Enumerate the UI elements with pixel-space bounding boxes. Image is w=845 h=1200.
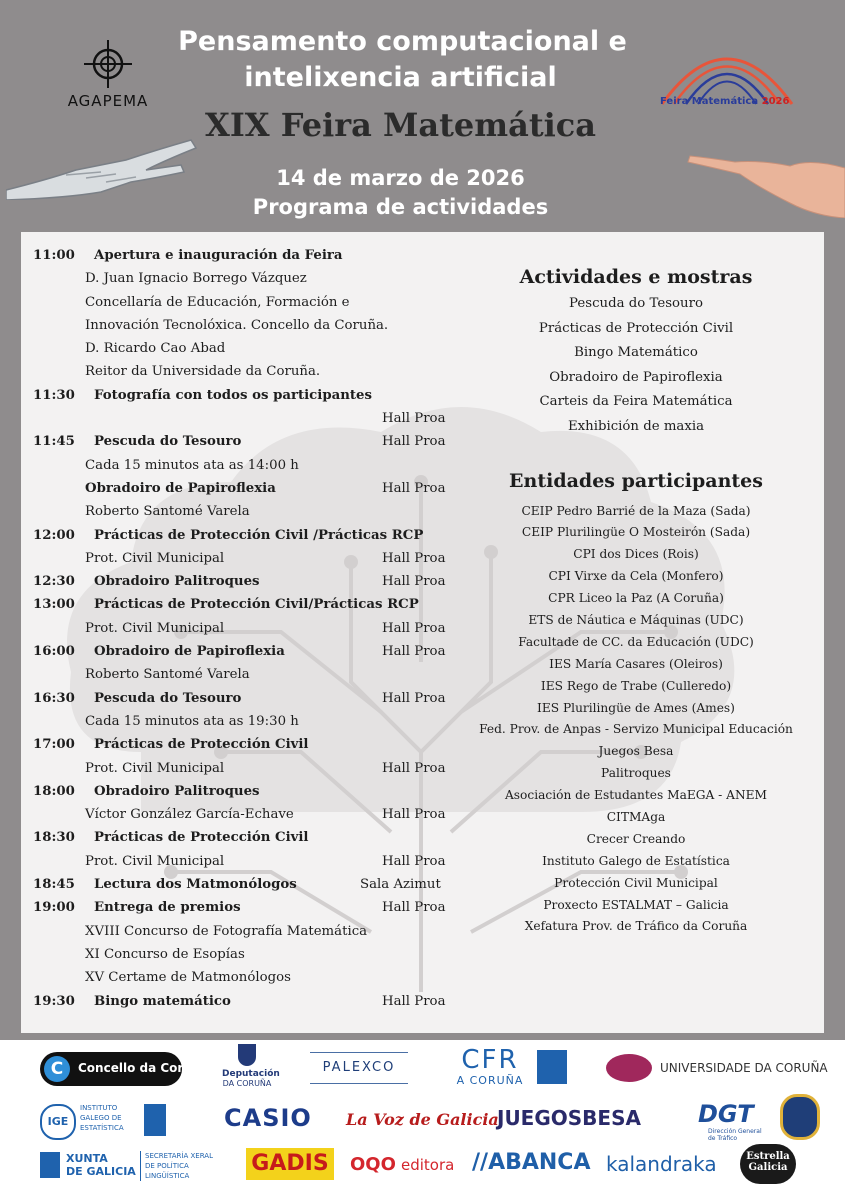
activities-list [466,296,806,444]
schedule-row [33,271,453,294]
schedule-title: Pescuda do Tesouro [94,434,242,450]
udc-star-icon [606,1054,652,1082]
schedule-title: Bingo matemático [94,993,231,1009]
activity-item: Carteis da Feira Matemática [539,394,733,410]
schedule-row [33,644,453,667]
schedule-place: Hall Proa [382,853,446,869]
event-title: XIX Feira Matemática [204,106,597,144]
schedule-detail: Prot. Civil Municipal [85,550,225,566]
schedule-time: 19:00 [33,900,75,916]
schedule-title: Apertura e inauguración da Feira [94,248,343,263]
schedule-time: 11:45 [33,434,75,450]
schedule-detail: Prot. Civil Municipal [85,760,225,776]
schedule-time: 18:00 [33,783,75,799]
schedule-row [33,458,453,481]
schedule-time: 16:30 [33,690,75,706]
schedule-place: Hall Proa [382,807,446,823]
palexco-logo: PALEXCO [310,1052,408,1084]
schedule-title: Obradoiro de Papiroflexia [94,644,285,660]
schedule-row [33,691,453,714]
schedule-place: Hall Proa [382,644,446,660]
ige-logo: IGE INSTITUTO GALEGO DE ESTATÍSTICA [40,1100,170,1140]
entity-item: CEIP Pedro Barrié de la Maza (Sada) [521,503,751,518]
schedule-row [33,318,453,341]
schedule-row [33,761,453,784]
schedule-detail: Cada 15 minutos ata as 19:30 h [85,713,299,729]
schedule-row [33,597,453,620]
voz-logo: La Voz de Galicia [346,1110,499,1129]
estrella-galicia-logo: Estrella Galicia [740,1144,796,1184]
entity-item: CPI Virxe da Cela (Monfero) [548,569,724,584]
event-date: 14 de marzo de 2026 [276,166,525,190]
schedule-row [33,947,453,970]
xunta-shield-icon [144,1104,166,1136]
schedule-title: Entrega de premios [94,900,241,916]
dgt-logo: DGT Dirección General de Tráfico [698,1100,762,1142]
abanca-logo: //ABANCA [472,1150,591,1175]
entity-item: Xefatura Prov. de Tráfico da Coruña [524,919,748,934]
entity-item: ETS de Náutica e Máquinas (UDC) [528,613,744,628]
schedule-time: 12:30 [33,574,75,590]
concello-c-icon: C [44,1056,70,1082]
activities-heading: Actividades e mostras [519,266,753,288]
entity-item: Palitroques [601,766,671,781]
entity-item: CPR Liceo la Paz (A Coruña) [548,591,724,606]
schedule-row [33,388,453,411]
schedule-title: Prácticas de Protección Civil [94,830,309,846]
schedule-detail: Innovación Tecnolóxica. Concello da Coruña. [85,317,389,333]
entities-heading: Entidades participantes [509,469,763,492]
schedule-place: Hall Proa [382,993,446,1009]
schedule-time: 11:30 [33,387,75,403]
schedule-title: Obradoiro Palitroques [94,783,260,799]
cfr-logo: CFR A CORUÑA [456,1045,524,1087]
schedule-title: Prácticas de Protección Civil /Prácticas RCP [94,527,424,543]
schedule-detail: XV Certame de Matmonólogos [85,970,291,986]
schedule-detail: Reitor da Universidade da Coruña. [85,364,321,380]
ige-circle-icon: IGE [40,1104,76,1140]
schedule-place: Hall Proa [382,411,446,427]
schedule-place: Hall Proa [382,620,446,636]
human-hand-icon [680,148,845,218]
content-panel [21,232,824,1033]
schedule-title: Obradoiro Palitroques [94,574,260,590]
schedule-place: Hall Proa [382,574,446,590]
sponsor-logos [0,1040,845,1200]
schedule-place: Hall Proa [382,480,446,496]
gadis-logo: GADIS [246,1148,334,1180]
schedule-detail: Roberto Santomé Varela [85,504,250,520]
proteccion-civil-icon [780,1094,820,1140]
entity-item: Proxecto ESTALMAT – Galicia [543,897,729,912]
entity-item: CEIP Plurilingüe O Mosteirón (Sada) [521,525,751,540]
entity-item: Facultade de CC. da Educación (UDC) [518,634,754,649]
schedule-row [33,807,453,830]
schedule-row [33,411,453,434]
schedule-row [33,667,453,690]
schedule-row [33,994,453,1017]
schedule-row [33,854,453,877]
schedule-title: Pescuda do Tesouro [94,690,242,706]
schedule-row [33,504,453,527]
schedule-place: Hall Proa [382,434,446,450]
xunta-flag-icon [537,1050,567,1084]
schedule-detail: Víctor González García-Echave [85,807,294,823]
xunta-flag-icon-2 [40,1152,60,1178]
title-line-1: Pensamento computacional e [178,26,627,57]
schedule-row [33,434,453,457]
schedule-row [33,924,453,947]
schedule-title: Fotografía con todos os participantes [94,387,372,403]
activity-item: Pescuda do Tesouro [569,296,703,311]
entity-item: CITMAga [606,810,666,825]
shield-icon [238,1044,256,1066]
robot-hand-icon [6,120,206,200]
schedule-place: Sala Azimut [360,877,441,893]
schedule-detail: Cada 15 minutos ata as 14:00 h [85,457,299,473]
kalandraka-logo: kalandraka [606,1152,717,1176]
schedule [33,248,453,1017]
schedule-row [33,551,453,574]
activity-item: Bingo Matemático [574,345,698,361]
schedule-time: 16:00 [33,644,75,660]
schedule-title: Obradoiro de Papiroflexia [85,480,276,496]
schedule-row [33,621,453,644]
schedule-detail: D. Juan Ignacio Borrego Vázquez [85,271,307,287]
concello-logo: C Concello da Coruña [40,1052,182,1086]
schedule-place: Hall Proa [382,900,446,916]
schedule-time: 11:00 [33,248,75,263]
schedule-place: Hall Proa [382,760,446,776]
activity-item: Prácticas de Protección Civil [538,320,734,336]
schedule-time: 18:30 [33,830,75,846]
agapema-label: AGAPEMA [67,92,149,110]
schedule-place: Hall Proa [382,690,446,706]
schedule-title: Prácticas de Protección Civil [94,737,309,753]
schedule-row [33,970,453,993]
oqo-logo: OQO editora [350,1154,455,1175]
entity-item: Juegos Besa [598,744,674,759]
schedule-row [33,830,453,853]
activity-item: Obradoiro de Papiroflexia [549,369,723,385]
entity-item: Fed. Prov. de Anpas - Servizo Municipal Educación [479,722,793,737]
schedule-time: 18:45 [33,877,75,893]
programme-title: Programa de actividades [252,195,549,219]
schedule-row [33,341,453,364]
schedule-row [33,574,453,597]
entity-item: CPI dos Dices (Rois) [573,547,699,562]
schedule-row [33,295,453,318]
xunta-spl-logo: XUNTA DE GALICIA SECRETARÍA XERAL DE POLÍTICA LINGÜÍSTICA [40,1148,220,1184]
schedule-detail: D. Ricardo Cao Abad [85,341,226,357]
schedule-row [33,714,453,737]
schedule-row [33,528,453,551]
entity-item: Instituto Galego de Estatística [542,853,730,868]
schedule-row [33,737,453,760]
schedule-place: Hall Proa [382,550,446,566]
schedule-detail: XI Concurso de Esopías [85,946,245,962]
schedule-time: 19:30 [33,993,75,1009]
entity-item: IES Rego de Trabe (Culleredo) [540,678,732,693]
schedule-time: 13:00 [33,597,75,613]
schedule-row [33,364,453,387]
schedule-detail: Roberto Santomé Varela [85,667,250,683]
entities-list [466,504,806,942]
entity-item: Asociación de Estudantes MaEGA - ANEM [505,788,767,803]
schedule-detail: Prot. Civil Municipal [85,620,225,636]
schedule-title: Prácticas de Protección Civil/Prácticas RCP [94,597,419,613]
header [0,0,845,232]
schedule-time: 17:00 [33,737,75,753]
casio-logo: CASIO [224,1104,312,1132]
entity-item: Crecer Creando [586,831,686,846]
right-column [466,266,806,941]
entity-item: IES María Casares (Oleiros) [549,656,723,671]
schedule-row [33,481,453,504]
schedule-row [33,877,453,900]
schedule-time: 12:00 [33,527,75,543]
schedule-detail: Concellaría de Educación, Formación e [85,294,350,310]
udc-logo: UNIVERSIDADE DA CORUÑA [606,1052,821,1084]
schedule-row [33,248,453,271]
title-line-2: intelixencia artificial [244,62,557,93]
schedule-detail: XVIII Concurso de Fotografía Matemática [85,923,368,939]
schedule-title: Lectura dos Matmonólogos [94,877,297,893]
activity-item: Exhibición de maxia [567,418,705,434]
schedule-row [33,784,453,807]
schedule-row [33,900,453,923]
entity-item: Protección Civil Municipal [554,875,718,890]
deputacion-logo: Deputación DA CORUÑA [222,1044,272,1094]
juegosbesa-logo: JUEGOSBESA [497,1106,641,1130]
schedule-detail: Prot. Civil Municipal [85,853,225,869]
entity-item: IES Plurilingüe de Ames (Ames) [537,700,735,715]
feira-logo-text: Feira Matemática 2026 [660,96,790,107]
